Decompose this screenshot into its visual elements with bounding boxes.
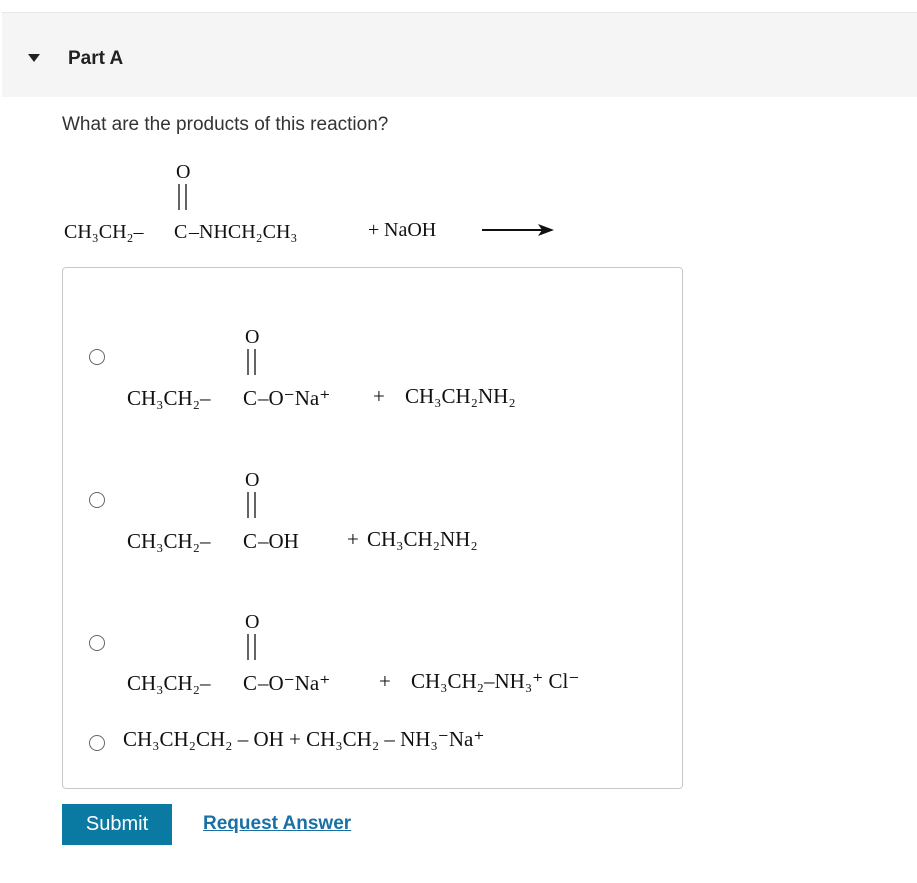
option-3-carbonyl-o: O xyxy=(245,611,260,633)
reaction-left-group: CH₃CH₂– xyxy=(64,221,144,243)
option-1-structure xyxy=(123,323,583,413)
request-answer-link[interactable]: Request Answer xyxy=(203,813,352,834)
option-2-right-group: –OH xyxy=(258,529,299,553)
option-3-center-c: C xyxy=(243,671,258,695)
option-1-left-group: CH₃CH₂– xyxy=(127,386,211,410)
option-3-left-group: CH₃CH₂– xyxy=(127,671,211,695)
option-1-center-c: C xyxy=(243,386,258,410)
part-title: Part A xyxy=(68,48,124,69)
submit-button[interactable]: Submit xyxy=(62,804,172,845)
option-3-product2: CH₃CH₂–NH₃⁺ Cl⁻ xyxy=(411,669,580,693)
options-box xyxy=(62,267,683,789)
reaction-plus: + xyxy=(368,219,380,241)
caret-down-icon[interactable] xyxy=(28,54,40,62)
option-3-plus: + xyxy=(379,669,391,693)
option-2-carbonyl-o: O xyxy=(245,469,260,491)
option-1-right-group: –O⁻Na⁺ xyxy=(258,386,331,410)
option-2-left-group: CH₃CH₂– xyxy=(127,529,211,553)
option-1-carbonyl-o: O xyxy=(245,326,260,348)
option-2-plus: + xyxy=(347,527,359,551)
option-4-radio[interactable] xyxy=(89,735,105,751)
reaction-carbonyl-o: O xyxy=(176,161,191,183)
option-2-center-c: C xyxy=(243,529,258,553)
option-2-radio[interactable] xyxy=(89,492,105,508)
option-2-product2: CH₃CH₂NH₂ xyxy=(367,527,478,551)
option-3-radio[interactable] xyxy=(89,635,105,651)
option-3-structure xyxy=(123,608,673,698)
reaction-structure xyxy=(62,158,562,248)
reaction-center-c: C xyxy=(174,221,188,243)
option-3-right-group: –O⁻Na⁺ xyxy=(258,671,331,695)
part-header[interactable] xyxy=(2,12,917,97)
reaction-right-group: –NHCH₂CH₃ xyxy=(189,221,298,243)
question-text: What are the products of this reaction? xyxy=(62,114,389,135)
option-2-structure xyxy=(123,466,583,556)
option-1-plus: + xyxy=(373,384,385,408)
reaction-reagent: NaOH xyxy=(384,219,437,241)
option-1-product2: CH₃CH₂NH₂ xyxy=(405,384,516,408)
option-4-text: CH₃CH₂CH₂ – OH + CH₃CH₂ – NH₃⁻Na⁺ xyxy=(123,727,485,751)
option-1-radio[interactable] xyxy=(89,349,105,365)
